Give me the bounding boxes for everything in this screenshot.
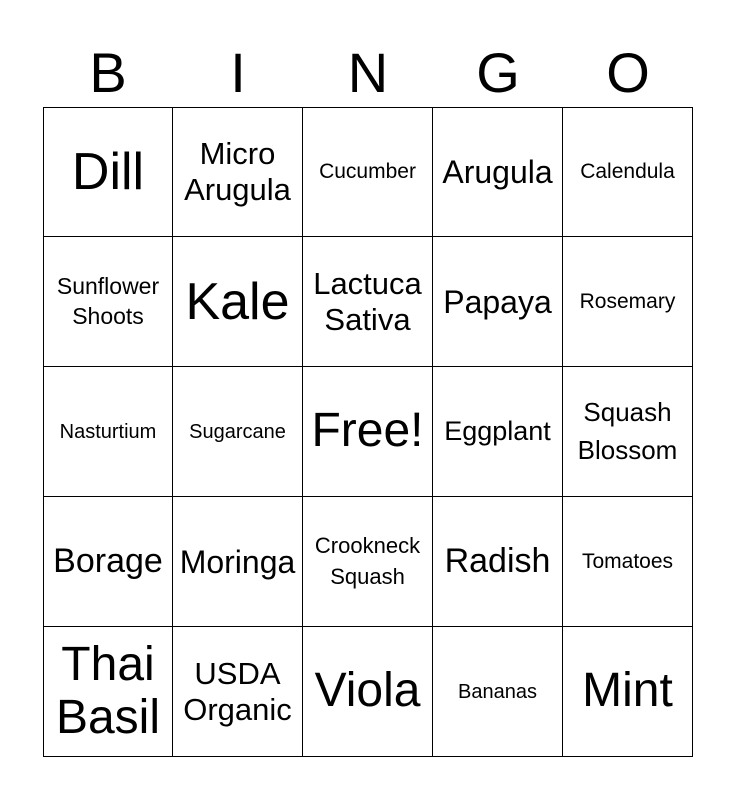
cell-label: Cucumber bbox=[319, 160, 416, 184]
bingo-header bbox=[43, 40, 693, 106]
bingo-cell[interactable] bbox=[433, 107, 563, 237]
cell-label: Sugarcane bbox=[189, 420, 286, 443]
bingo-cell[interactable] bbox=[433, 367, 563, 497]
bingo-board bbox=[43, 107, 693, 757]
bingo-cell[interactable] bbox=[173, 367, 303, 497]
cell-label: Thai Basil bbox=[55, 637, 161, 744]
cell-label: Calendula bbox=[580, 160, 675, 184]
header-letter-n: N bbox=[347, 41, 389, 104]
cell-label: USDA Organic bbox=[183, 655, 292, 727]
cell-label: Eggplant bbox=[444, 415, 551, 446]
bingo-cell[interactable] bbox=[303, 497, 433, 627]
bingo-cell[interactable] bbox=[303, 237, 433, 367]
cell-label: Borage bbox=[53, 542, 163, 581]
cell-label: Squash Blossom bbox=[577, 396, 678, 465]
cell-label: Moringa bbox=[179, 543, 296, 580]
header-letter-b: B bbox=[89, 41, 127, 104]
bingo-cell[interactable] bbox=[43, 237, 173, 367]
header-letter-o: O bbox=[606, 41, 650, 104]
cell-label: Sunflower Shoots bbox=[56, 272, 160, 329]
cell-label: Crookneck Squash bbox=[314, 532, 421, 589]
bingo-cell[interactable] bbox=[43, 367, 173, 497]
bingo-cell[interactable] bbox=[433, 627, 563, 757]
bingo-cell-free[interactable] bbox=[303, 367, 433, 497]
bingo-cell[interactable] bbox=[303, 107, 433, 237]
cell-label: Dill bbox=[71, 143, 145, 201]
bingo-cell[interactable] bbox=[43, 627, 173, 757]
bingo-cell[interactable] bbox=[433, 237, 563, 367]
bingo-cell[interactable] bbox=[173, 497, 303, 627]
bingo-cell[interactable] bbox=[563, 107, 693, 237]
bingo-cell[interactable] bbox=[43, 107, 173, 237]
cell-label: Rosemary bbox=[579, 289, 676, 313]
cell-label: Lactuca Sativa bbox=[313, 265, 422, 337]
bingo-cell[interactable] bbox=[173, 237, 303, 367]
cell-label: Viola bbox=[314, 664, 421, 718]
bingo-cell[interactable] bbox=[563, 497, 693, 627]
header-letter-g: G bbox=[476, 41, 520, 104]
cell-label: Free! bbox=[311, 404, 424, 458]
header-letter-i: I bbox=[230, 41, 246, 104]
cell-label: Tomatoes bbox=[581, 549, 674, 573]
bingo-cell[interactable] bbox=[563, 237, 693, 367]
bingo-cell[interactable] bbox=[173, 107, 303, 237]
bingo-cell[interactable] bbox=[563, 627, 693, 757]
cell-label: Bananas bbox=[458, 680, 537, 703]
cell-label: Micro Arugula bbox=[184, 136, 291, 207]
cell-label: Mint bbox=[582, 664, 673, 718]
cell-label: Arugula bbox=[442, 154, 553, 190]
cell-label: Radish bbox=[444, 542, 551, 581]
cell-label: Papaya bbox=[443, 283, 552, 320]
cell-label: Nasturtium bbox=[59, 420, 157, 443]
bingo-cell[interactable] bbox=[433, 497, 563, 627]
bingo-cell[interactable] bbox=[43, 497, 173, 627]
bingo-cell[interactable] bbox=[303, 627, 433, 757]
bingo-cell[interactable] bbox=[563, 367, 693, 497]
bingo-cell[interactable] bbox=[173, 627, 303, 757]
cell-label: Kale bbox=[185, 272, 290, 331]
